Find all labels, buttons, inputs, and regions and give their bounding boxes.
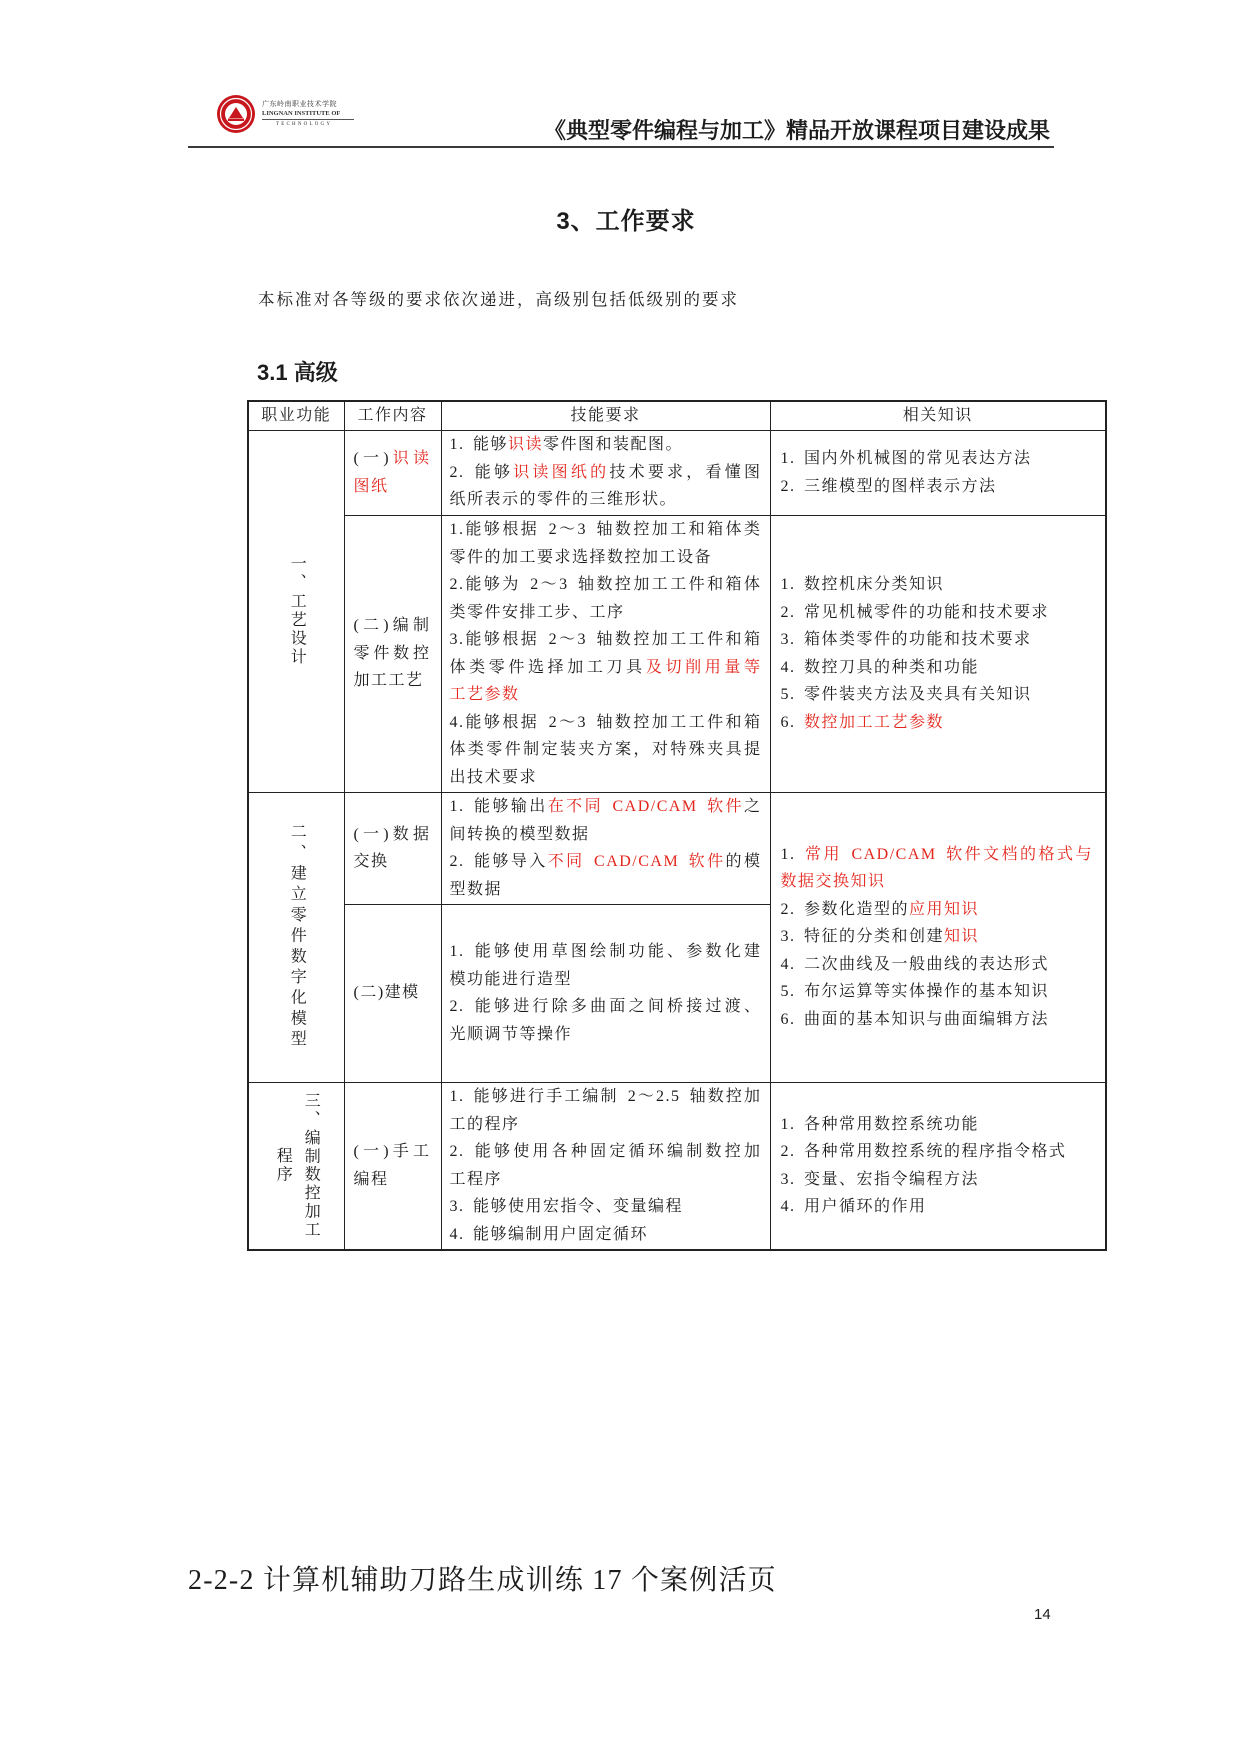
text-segment: 4. 用户循环的作用 [780,1198,927,1216]
text-segment: 4.能够根据 2～3 轴数控加工工件和箱 [449,713,762,731]
text-segment: 3. 能够使用宏指令、变量编程 [449,1198,684,1216]
text-line [781,681,1094,709]
related-knowledge-cell [770,792,1106,1082]
school-name-cn: 广东岭南职业技术学院 [262,100,337,108]
highlighted-text: 图纸 [353,477,389,495]
text-line [450,764,762,792]
list-item [781,896,1094,924]
text-line [354,473,431,501]
text-segment: 4. 能够编制用户固定循环 [449,1225,649,1243]
text-line [450,1221,762,1249]
related-knowledge-cell [770,515,1106,792]
text-line [354,640,431,668]
highlighted-text: 不同 CAD/CAM 软件 [547,853,726,870]
work-content-cell [344,515,441,792]
list-item [450,1221,762,1249]
table-header-row [248,401,1106,430]
list-item [781,626,1094,654]
text-line [450,848,762,876]
function-label: 三、编制数控加工程序 [274,1092,320,1240]
list-item [781,1138,1094,1166]
running-header-title: 《典型零件编程与加工》精品开放课程项目建设成果 [543,118,1050,143]
function-cell [248,1082,344,1250]
highlighted-text: 知识 [944,928,980,946]
list-item [450,626,762,709]
skill-requirements-cell [441,515,770,792]
text-line [450,938,762,966]
work-content-cell [344,1082,441,1250]
text-line [781,473,1094,501]
text-segment: 3.能够根据 2～3 轴数控加工工件和箱 [449,631,762,648]
highlighted-text: 数控加工工艺参数 [804,713,945,731]
text-segment: 1. 能够输出 [449,798,548,815]
text-segment: 1. 能够进行手工编制 2～2.5 轴数控加 [449,1088,762,1106]
text-segment: 5. 布尔运算等实体操作的基本知识 [780,983,1050,1001]
text-line [450,1193,762,1221]
list-item [450,1193,762,1221]
text-segment: 3. 特征的分类和创建 [780,928,945,946]
list-item [354,979,431,1007]
text-line [781,1193,1094,1221]
function-label: 一、工艺设计 [288,555,306,667]
list-item [450,431,762,459]
text-line [450,626,762,654]
text-line [354,821,431,849]
list-item [781,681,1094,709]
table-row [248,515,1106,792]
highlighted-text: 常用 CAD/CAM 软件文档的格式与 [804,845,1093,863]
text-line [450,431,762,459]
text-segment: 纸所表示的零件的三维形状。 [449,491,678,509]
list-item [781,599,1094,627]
text-segment: 6. [780,713,804,731]
text-segment: 光顺调节等操作 [449,1025,573,1043]
text-line [450,709,762,737]
text-line [450,459,762,487]
skill-requirements-cell [441,792,770,904]
list-item [354,445,431,500]
text-segment: 2. 常见机械零件的功能和技术要求 [780,603,1050,621]
text-segment: (二)建模 [353,984,420,1002]
text-line [781,951,1094,979]
section-intro: 本标准对各等级的要求依次递进，高级别包括低级别的要求 [258,290,739,309]
text-segment: 工程序 [449,1170,503,1188]
text-segment: 2. 能够导入 [449,853,548,870]
text-segment: 1. 各种常用数控系统功能 [780,1115,980,1133]
requirements-table [247,400,1107,1251]
text-segment: 2. 参数化造型的 [780,900,910,918]
page-number: 14 [1034,1606,1051,1623]
text-segment: 工的程序 [449,1115,520,1133]
text-segment: 技术要求，看懂图 [609,463,762,481]
text-segment: 交换 [353,853,389,870]
text-segment: 间转换的模型数据 [449,825,590,843]
text-line [450,736,762,764]
function-label: 二、建立零件数字化模型 [288,823,306,1051]
school-logo-text [262,100,358,128]
function-cell [248,430,344,792]
text-segment: 2. 能够使用各种固定循环编制数控加 [449,1143,762,1161]
text-line [781,1006,1094,1034]
highlighted-text: 识读 [390,450,431,467]
list-item [781,654,1094,682]
subsection-title: 3.1 高级 [257,360,338,385]
text-segment: 3. 变量、宏指令编程方法 [780,1170,980,1188]
text-line [450,1166,762,1194]
highlighted-text: 及切削用量等 [645,658,762,676]
school-emblem-icon [216,94,256,134]
text-line [781,1111,1094,1139]
text-line [450,599,762,627]
list-item [781,473,1094,501]
text-line [450,516,762,544]
text-line [450,793,762,821]
logo-divider [262,119,354,120]
column-header-work-content: 工作内容 [344,401,441,430]
section-title: 3、工作要求 [556,208,696,235]
text-segment: 2. 能够进行除多曲面之间桥接过渡、 [449,998,762,1015]
text-line [781,709,1094,737]
list-item [450,848,762,903]
text-line [354,1138,431,1166]
list-item [450,459,762,514]
text-line [781,868,1094,896]
text-line [781,1138,1094,1166]
column-header-skills: 技能要求 [441,401,770,430]
text-line [781,654,1094,682]
text-line [450,993,762,1021]
text-segment: 体类零件制定装夹方案，对特殊夹具提 [449,741,762,758]
column-header-knowledge: 相关知识 [770,401,1106,430]
text-segment: 模功能进行造型 [449,970,573,988]
skill-requirements-cell [441,1082,770,1250]
related-knowledge-cell [770,1082,1106,1250]
list-item [781,841,1094,896]
list-item [450,571,762,626]
text-segment: 4. 数控刀具的种类和功能 [780,658,980,676]
text-segment: 4. 二次曲线及一般曲线的表达形式 [780,955,1050,973]
highlighted-text: 识读图纸的 [513,463,610,481]
text-line [450,966,762,994]
text-line [450,681,762,709]
text-line [450,571,762,599]
text-line [354,667,431,695]
skill-requirements-cell [441,904,770,1082]
text-line [450,654,762,682]
text-segment: 6. 曲面的基本知识与曲面编辑方法 [780,1010,1050,1028]
text-segment: 1. 国内外机械图的常见表达方法 [780,450,1032,467]
text-segment: 编程 [353,1170,389,1188]
text-line [781,923,1094,951]
text-segment: 1. [780,845,805,863]
list-item [450,793,762,848]
list-item [781,951,1094,979]
table-row [248,792,1106,904]
list-item [450,938,762,993]
list-item [354,821,431,876]
text-line [781,896,1094,924]
work-content-cell [344,904,441,1082]
list-item [781,571,1094,599]
text-segment: 零件数控 [353,644,431,662]
text-segment: 1. 能够使用草图绘制功能、参数化建 [449,943,762,960]
column-header-function: 职业功能 [248,401,344,430]
list-item [450,709,762,792]
text-segment: 之 [743,798,762,815]
table-row [248,430,1106,515]
text-line [450,1021,762,1049]
skill-requirements-cell [441,430,770,515]
text-segment: 1.能够根据 2～3 轴数控加工和箱体类 [449,521,762,538]
text-line [450,544,762,572]
text-segment: 体类零件选择加工刀具 [449,658,646,676]
list-item [450,1083,762,1138]
text-line [781,445,1094,473]
text-segment: 类零件安排工步、工序 [449,603,625,621]
text-segment: 零件图和装配图。 [543,436,684,454]
text-line [781,599,1094,627]
next-section-heading: 2-2-2 计算机辅助刀路生成训练 17 个案例活页 [188,1565,777,1596]
text-segment: (一)数据 [353,825,431,843]
text-line [354,848,431,876]
highlighted-text: 工艺参数 [449,686,520,703]
text-segment: 2.能够为 2～3 轴数控加工工件和箱体 [449,576,762,593]
text-segment: (一)手工 [353,1143,431,1161]
text-line [450,1138,762,1166]
text-line [354,979,431,1007]
work-content-cell [344,792,441,904]
text-line [781,571,1094,599]
text-segment: 2. 各种常用数控系统的程序指令格式 [780,1143,1067,1161]
highlighted-text: 应用知识 [909,900,980,918]
header-divider [188,146,1054,148]
list-item [781,1166,1094,1194]
list-item [781,978,1094,1006]
list-item [781,1111,1094,1139]
text-segment: 加工工艺 [353,672,424,690]
list-item [781,445,1094,473]
text-line [354,612,431,640]
text-line [781,841,1094,869]
text-line [781,626,1094,654]
school-name-en: LINGNAN INSTITUTE OF [262,110,341,117]
list-item [781,1006,1094,1034]
text-line [781,978,1094,1006]
text-line [450,1083,762,1111]
text-segment: 3. 箱体类零件的功能和技术要求 [780,631,1032,648]
list-item [354,612,431,695]
work-content-cell [344,430,441,515]
text-segment: 的模 [725,853,762,870]
text-segment: 型数据 [449,880,503,898]
text-segment: (二)编制 [353,617,431,635]
text-segment: 出技术要求 [449,768,538,786]
highlighted-text: 在不同 CAD/CAM 软件 [547,798,744,815]
highlighted-text: 识读 [508,436,544,454]
text-segment: 1. 数控机床分类知识 [780,576,945,593]
list-item [781,1193,1094,1221]
text-line [354,1166,431,1194]
list-item [450,516,762,571]
related-knowledge-cell [770,430,1106,515]
list-item [450,993,762,1048]
function-cell [248,792,344,1082]
text-line [450,486,762,514]
school-name-en-2: TECHNOLOGY [276,121,333,127]
text-line [450,876,762,904]
text-segment: 2. 三维模型的图样表示方法 [780,477,997,495]
list-item [354,1138,431,1193]
text-line [450,1111,762,1139]
text-segment: (一) [353,450,391,467]
text-segment: 5. 零件装夹方法及夹具有关知识 [780,686,1032,703]
table-row [248,1082,1106,1250]
text-segment: 2. 能够 [449,463,514,481]
highlighted-text: 数据交换知识 [780,873,886,891]
list-item [781,709,1094,737]
text-line [450,821,762,849]
list-item [450,1138,762,1193]
text-line [354,445,431,473]
text-line [781,1166,1094,1194]
list-item [781,923,1094,951]
text-segment: 1. 能够 [449,436,509,454]
text-segment: 零件的加工要求选择数控加工设备 [449,548,713,566]
